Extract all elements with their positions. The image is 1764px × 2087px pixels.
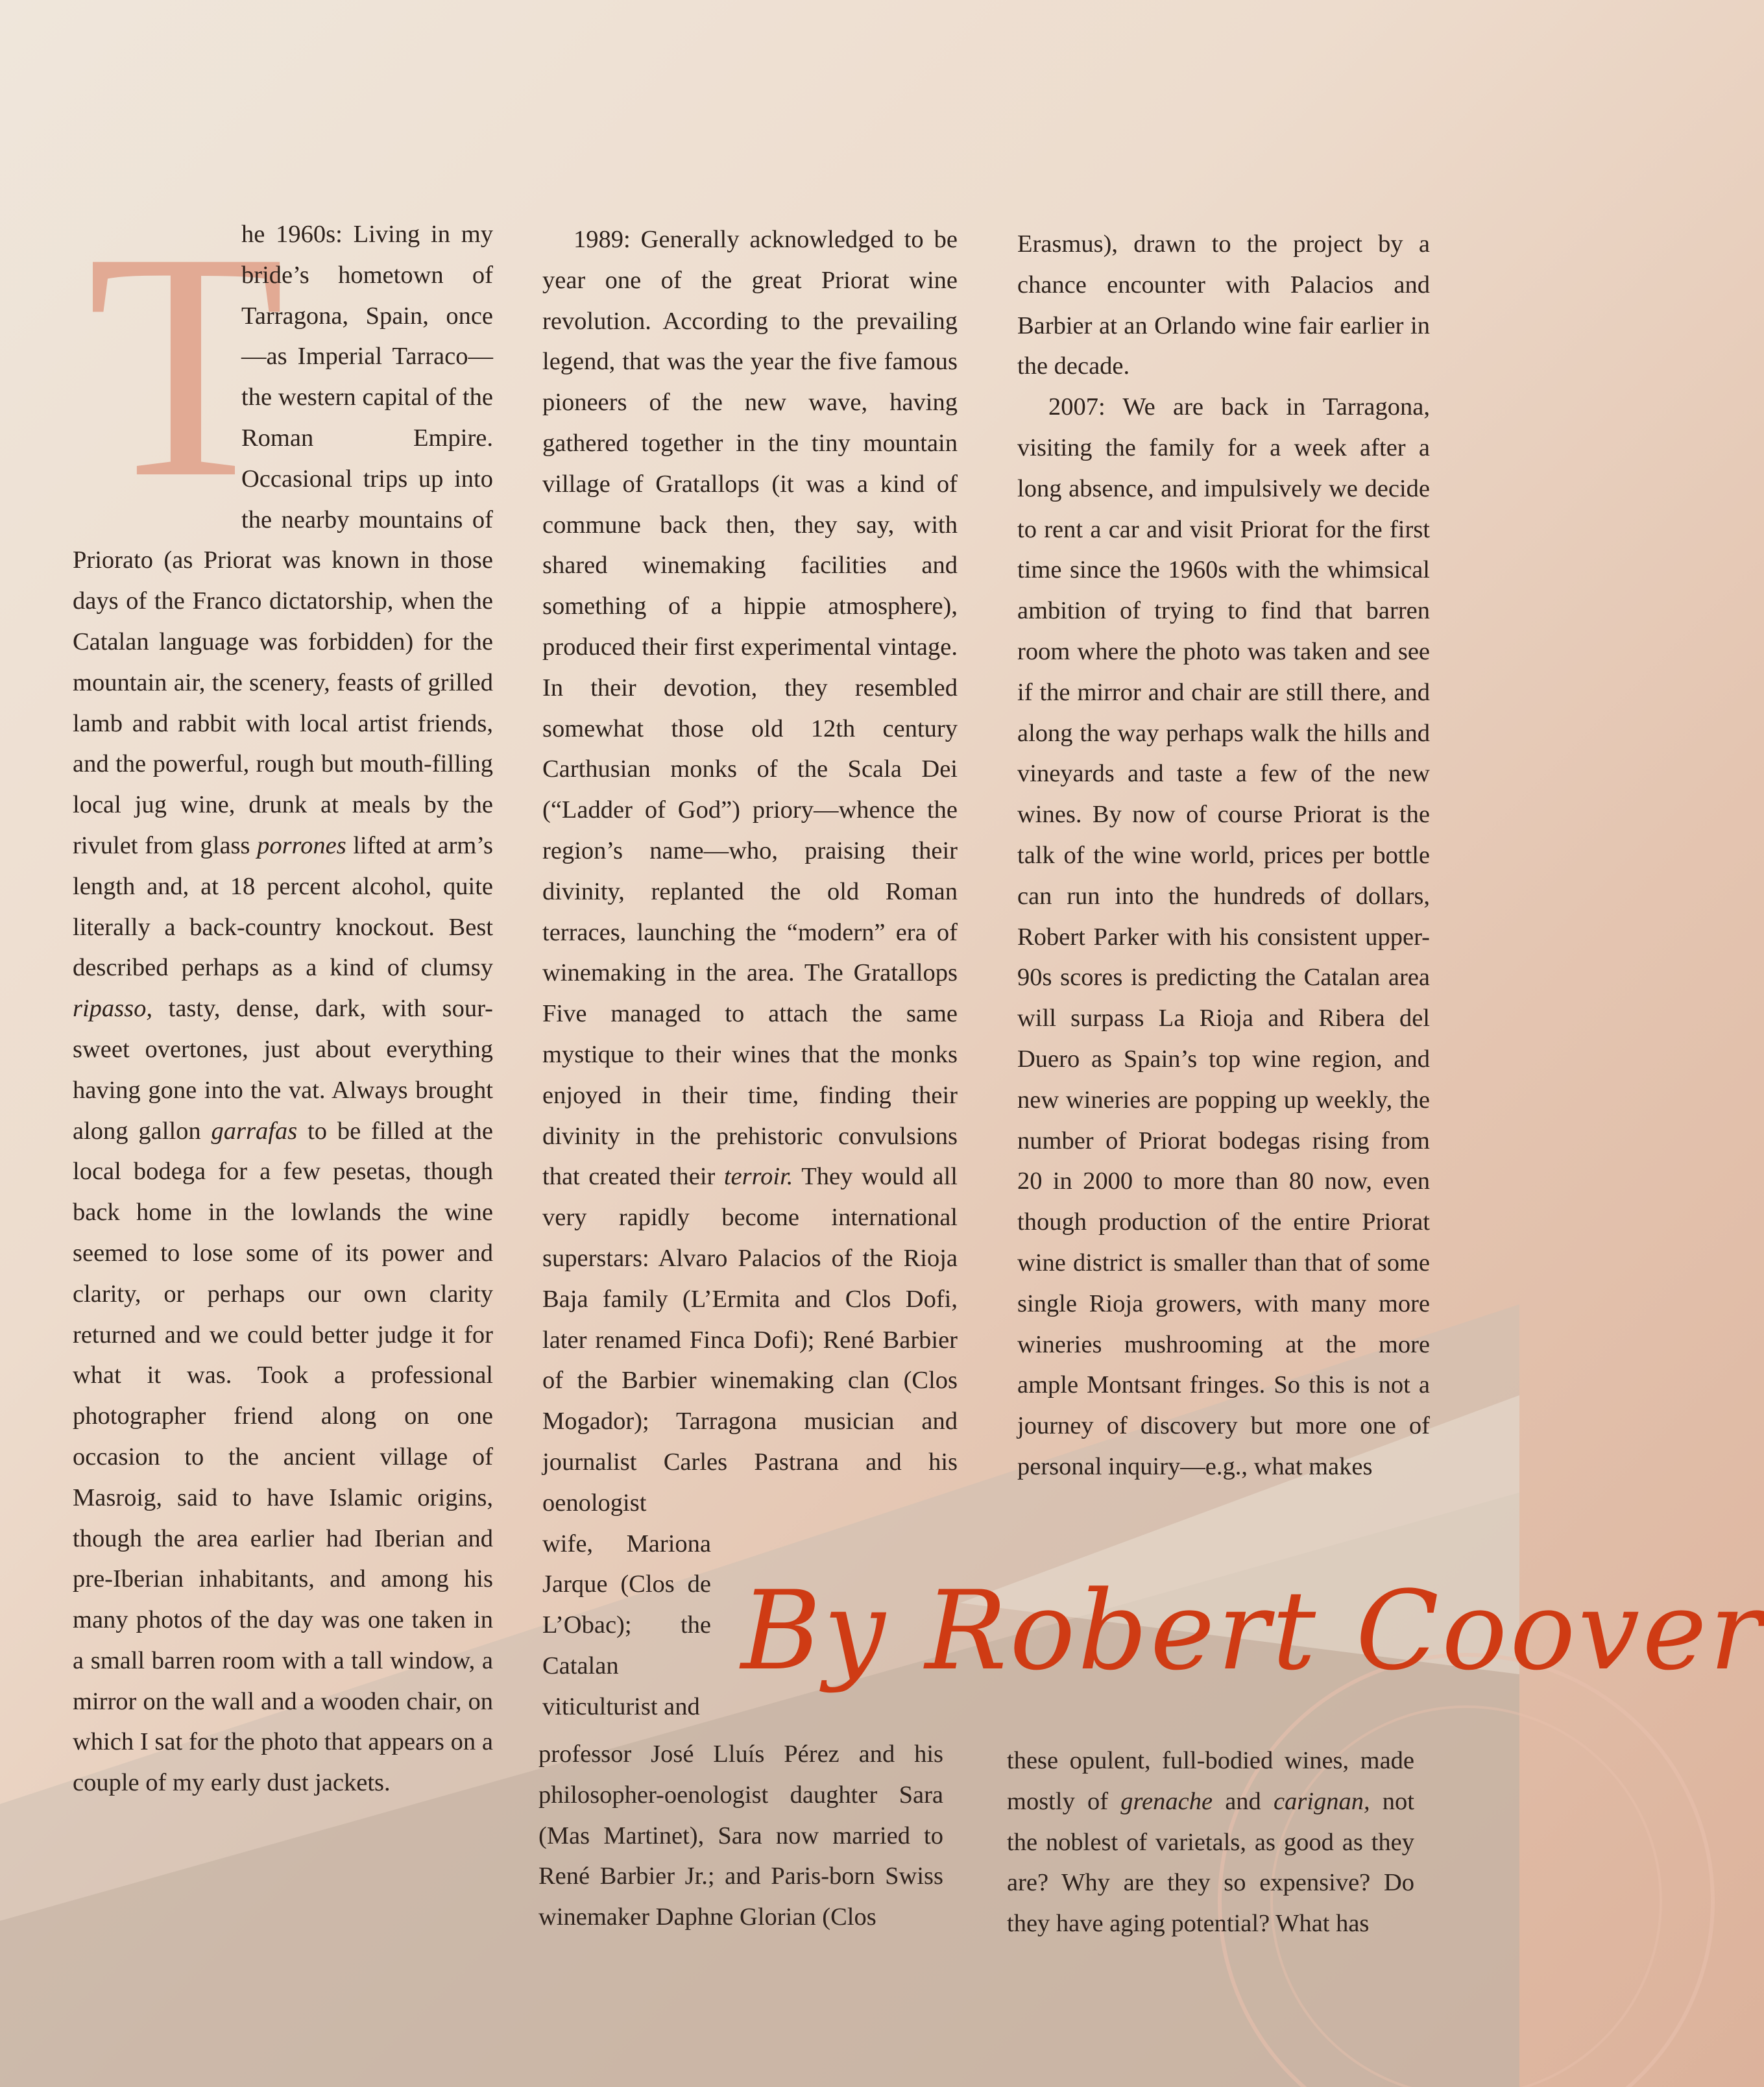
col3-bottom-text3: not the noblest of varietals, as good as they are? Why are they so expensive? Do they have aging potential? What has bbox=[1007, 1787, 1414, 1938]
col2-text1: 1989: Generally acknowledged to be year one of the great Priorat wine revolution. According to the prevailing legend, that was the year the five famous pioneers of the new wave, having gathered together in the tiny mountain village of Gratallops (it was a kind of commune back then, they say, with shared winemaking facilities and something of a hippie atmosphere), produced their first experimental vintage. In their devotion, they resembled somewhat those old 12th century Carthusian monks of the Scala Dei (“Ladder of God”) priory—whence the region’s name—who, praising their divinity, replanted the old Roman terraces, launching the “modern” era of winemaking in the area. The Gratallops Five managed to attach the same mystique to their wines that the monks enjoyed in their time, finding their divinity in the prehistoric convulsions that created their bbox=[542, 226, 958, 1191]
col3-text1: Erasmus), drawn to the project by a chance encounter with Palacios and Barbier at an Orlando wine fair earlier in the decade. bbox=[1017, 230, 1430, 380]
article-column-3 bbox=[1017, 224, 1430, 1487]
col1-em2: ripasso, bbox=[73, 995, 153, 1023]
col2-narrow-text: wife, Mariona Jarque (Clos de L’Obac); the Catalan viticulturist and bbox=[542, 1530, 711, 1720]
col3-em1: grenache bbox=[1120, 1787, 1213, 1815]
col1-text2: lifted at arm’s length and, at 18 percent alcohol, quite literally a back-country knockout. Best described perhaps as a kind of clumsy bbox=[73, 831, 493, 982]
drop-cap: T bbox=[87, 186, 285, 545]
article-column-3-bottom bbox=[1007, 1740, 1414, 1944]
col3-em2: carignan, bbox=[1273, 1787, 1370, 1815]
col3-bottom-text1: these opulent, full-bodied wines, made mostly of bbox=[1007, 1747, 1414, 1815]
author-byline: By Robert Coover bbox=[741, 1567, 1764, 1694]
article-column-2-bottom bbox=[538, 1734, 943, 1938]
col2-text2: They would all very rapidly become international superstars: Alvaro Palacios of the Rioja Baja family (L’Ermita and Clos Dofi, later renamed Finca Dofi); René Barbier of the Barbier winemaking clan (Clos Mogador); Tarragona musician and journalist Carles Pastrana and his oenologist bbox=[542, 1163, 958, 1517]
col1-lead: he 1960s: Living in my bride’s hometown of Tarragona, Spain, once—as Imperial Tarraco—the western capital of the Roman Empire. Occasional trips up into the nearby mountains of Priorato (as Priorat was known in those days of the Franco dictatorship, when the Catalan language was forbidden) for the mountain air, the scenery, feasts of grilled lamb and rabbit with local artist friends, and the powerful, rough but mouth-filling local jug wine, drunk at meals by the rivulet from glass bbox=[73, 221, 493, 859]
col3-bottom-text2: and bbox=[1213, 1787, 1274, 1815]
col1-text4: to be filled at the local bodega for a few pesetas, though back home in the lowlands the wine seemed to lose some of its power and clarity, or perhaps our own clarity returned and we could better judge it for what it was. Took a professional photographer friend along on one occasion to the ancient village of Masroig, said to have Islamic origins, though the area earlier had Iberian and pre-Iberian inhabitants, and among his many photos of the day was one taken in a small barren room with a tall window, a mirror on the wall and a wooden chair, on which I sat for the photo that appears on a couple of my early dust jackets. bbox=[73, 1117, 493, 1797]
article-column-2 bbox=[542, 219, 958, 1727]
col1-em3: garrafas bbox=[211, 1117, 298, 1145]
col2-em1: terroir. bbox=[723, 1163, 793, 1191]
col1-em1: porrones bbox=[257, 831, 346, 859]
col3-text2: 2007: We are back in Tarragona, visiting the family for a week after a long absence, and impulsively we decide to rent a car and visit Priorat for the first time since the 1960s with the whimsical ambition of trying to find that barren room where the photo was taken and see if the mirror and chair are still there, and along the way perhaps walk the hills and vineyards and taste a few of the new wines. By now of course Priorat is the talk of the wine world, prices per bottle can run into the hundreds of dollars, Robert Parker with his consistent upper-90s scores is predicting the Catalan area will surpass La Rioja and Ribera del Duero as Spain’s top wine region, and new wineries are popping up weekly, the number of Priorat bodegas rising from 20 in 2000 to more than 80 now, even though production of the entire Priorat wine district is smaller than that of some single Rioja growers, with many more wineries mushrooming at the more ample Montsant fringes. So this is not a journey of discovery but more one of personal inquiry—e.g., what makes bbox=[1017, 393, 1430, 1480]
article-column-1 bbox=[73, 186, 493, 1803]
col1-text3: tasty, dense, dark, with sour-sweet overtones, just about everything having gone into the vat. Always brought along gallon bbox=[73, 995, 493, 1145]
col2-bottom-text: professor José Lluís Pérez and his philosopher-oenologist daughter Sara (Mas Martinet), Sara now married to René Barbier Jr.; and Paris-born Swiss winemaker Daphne Glorian (Clos bbox=[538, 1740, 943, 1931]
